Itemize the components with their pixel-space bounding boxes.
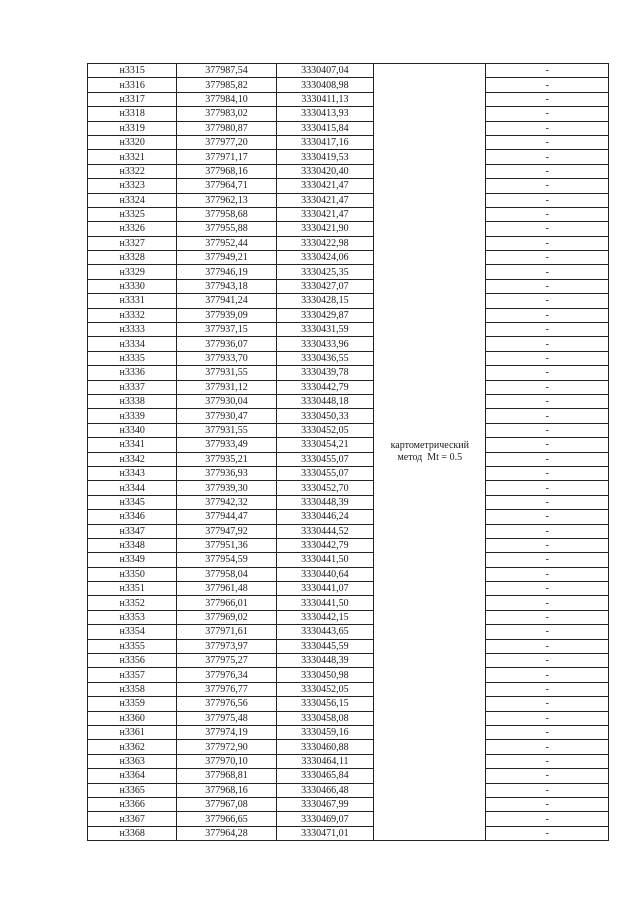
x-coordinate-cell: 377955,88: [177, 222, 276, 236]
table-row: [88, 524, 609, 538]
table-row: [88, 769, 609, 783]
table-row: [88, 409, 609, 423]
error-cell: -: [486, 179, 609, 193]
y-coordinate-cell: 3330421,47: [276, 179, 373, 193]
error-cell: -: [486, 207, 609, 221]
y-coordinate-cell: 3330455,07: [276, 452, 373, 466]
y-coordinate-cell: 3330413,93: [276, 107, 373, 121]
point-id-cell: н3335: [88, 351, 177, 365]
table-row: [88, 481, 609, 495]
x-coordinate-cell: 377969,02: [177, 610, 276, 624]
point-id-cell: н3333: [88, 323, 177, 337]
table-row: [88, 553, 609, 567]
x-coordinate-cell: 377937,15: [177, 323, 276, 337]
y-coordinate-cell: 3330431,59: [276, 323, 373, 337]
point-id-cell: н3342: [88, 452, 177, 466]
table-row: [88, 682, 609, 696]
point-id-cell: н3352: [88, 596, 177, 610]
error-cell: -: [486, 481, 609, 495]
error-cell: -: [486, 121, 609, 135]
y-coordinate-cell: 3330442,15: [276, 610, 373, 624]
y-coordinate-cell: 3330469,07: [276, 812, 373, 826]
y-coordinate-cell: 3330450,98: [276, 668, 373, 682]
x-coordinate-cell: 377931,55: [177, 366, 276, 380]
y-coordinate-cell: 3330441,50: [276, 596, 373, 610]
table-row: [88, 179, 609, 193]
table-row: [88, 625, 609, 639]
table-row: [88, 438, 609, 452]
y-coordinate-cell: 3330445,59: [276, 639, 373, 653]
y-coordinate-cell: 3330467,99: [276, 797, 373, 811]
table-row: [88, 538, 609, 552]
error-cell: -: [486, 135, 609, 149]
y-coordinate-cell: 3330425,35: [276, 265, 373, 279]
x-coordinate-cell: 377976,56: [177, 697, 276, 711]
y-coordinate-cell: 3330442,79: [276, 538, 373, 552]
table-row: [88, 150, 609, 164]
error-cell: -: [486, 351, 609, 365]
point-id-cell: н3351: [88, 582, 177, 596]
coordinates-table: [87, 63, 609, 841]
x-coordinate-cell: 377952,44: [177, 236, 276, 250]
x-coordinate-cell: 377931,55: [177, 423, 276, 437]
table-row: [88, 337, 609, 351]
error-cell: -: [486, 366, 609, 380]
y-coordinate-cell: 3330421,90: [276, 222, 373, 236]
point-id-cell: н3328: [88, 251, 177, 265]
x-coordinate-cell: 377954,59: [177, 553, 276, 567]
point-id-cell: н3368: [88, 826, 177, 840]
y-coordinate-cell: 3330441,07: [276, 582, 373, 596]
table-row: [88, 251, 609, 265]
x-coordinate-cell: 377946,19: [177, 265, 276, 279]
table-row: [88, 265, 609, 279]
error-cell: -: [486, 639, 609, 653]
error-cell: -: [486, 380, 609, 394]
table-row: [88, 236, 609, 250]
error-cell: -: [486, 466, 609, 480]
error-cell: -: [486, 682, 609, 696]
error-cell: -: [486, 294, 609, 308]
x-coordinate-cell: 377949,21: [177, 251, 276, 265]
y-coordinate-cell: 3330448,18: [276, 394, 373, 408]
y-coordinate-cell: 3330455,07: [276, 466, 373, 480]
x-coordinate-cell: 377931,12: [177, 380, 276, 394]
point-id-cell: н3331: [88, 294, 177, 308]
method-line-1: картометрический: [390, 440, 469, 452]
point-id-cell: н3326: [88, 222, 177, 236]
x-coordinate-cell: 377983,02: [177, 107, 276, 121]
error-cell: -: [486, 92, 609, 106]
x-coordinate-cell: 377970,10: [177, 754, 276, 768]
error-cell: -: [486, 438, 609, 452]
x-coordinate-cell: 377933,49: [177, 438, 276, 452]
table-row: [88, 294, 609, 308]
x-coordinate-cell: 377985,82: [177, 78, 276, 92]
table-row: [88, 323, 609, 337]
y-coordinate-cell: 3330454,21: [276, 438, 373, 452]
table-row: [88, 582, 609, 596]
table-row: [88, 351, 609, 365]
point-id-cell: н3317: [88, 92, 177, 106]
x-coordinate-cell: 377974,19: [177, 725, 276, 739]
y-coordinate-cell: 3330411,13: [276, 92, 373, 106]
table-row: [88, 466, 609, 480]
y-coordinate-cell: 3330424,06: [276, 251, 373, 265]
y-coordinate-cell: 3330429,87: [276, 308, 373, 322]
table-row: [88, 668, 609, 682]
point-id-cell: н3359: [88, 697, 177, 711]
point-id-cell: н3332: [88, 308, 177, 322]
x-coordinate-cell: 377930,47: [177, 409, 276, 423]
x-coordinate-cell: 377975,48: [177, 711, 276, 725]
error-cell: -: [486, 654, 609, 668]
x-coordinate-cell: 377958,68: [177, 207, 276, 221]
table-row: [88, 121, 609, 135]
y-coordinate-cell: 3330439,78: [276, 366, 373, 380]
table-body: [88, 64, 609, 841]
error-cell: -: [486, 582, 609, 596]
y-coordinate-cell: 3330448,39: [276, 654, 373, 668]
point-id-cell: н3357: [88, 668, 177, 682]
y-coordinate-cell: 3330422,98: [276, 236, 373, 250]
error-cell: -: [486, 394, 609, 408]
x-coordinate-cell: 377961,48: [177, 582, 276, 596]
x-coordinate-cell: 377951,36: [177, 538, 276, 552]
error-cell: -: [486, 409, 609, 423]
point-id-cell: н3356: [88, 654, 177, 668]
y-coordinate-cell: 3330450,33: [276, 409, 373, 423]
point-id-cell: н3330: [88, 279, 177, 293]
x-coordinate-cell: 377944,47: [177, 510, 276, 524]
error-cell: -: [486, 164, 609, 178]
y-coordinate-cell: 3330446,24: [276, 510, 373, 524]
x-coordinate-cell: 377975,27: [177, 654, 276, 668]
point-id-cell: н3347: [88, 524, 177, 538]
error-cell: -: [486, 236, 609, 250]
y-coordinate-cell: 3330448,39: [276, 495, 373, 509]
x-coordinate-cell: 377968,16: [177, 783, 276, 797]
y-coordinate-cell: 3330460,88: [276, 740, 373, 754]
y-coordinate-cell: 3330419,53: [276, 150, 373, 164]
x-coordinate-cell: 377936,07: [177, 337, 276, 351]
error-cell: -: [486, 538, 609, 552]
error-cell: -: [486, 78, 609, 92]
y-coordinate-cell: 3330440,64: [276, 567, 373, 581]
y-coordinate-cell: 3330407,04: [276, 64, 373, 78]
x-coordinate-cell: 377939,30: [177, 481, 276, 495]
x-coordinate-cell: 377971,61: [177, 625, 276, 639]
y-coordinate-cell: 3330458,08: [276, 711, 373, 725]
table-row: [88, 812, 609, 826]
point-id-cell: н3360: [88, 711, 177, 725]
point-id-cell: н3329: [88, 265, 177, 279]
point-id-cell: н3355: [88, 639, 177, 653]
x-coordinate-cell: 377972,90: [177, 740, 276, 754]
table-row: [88, 452, 609, 466]
error-cell: -: [486, 279, 609, 293]
point-id-cell: н3354: [88, 625, 177, 639]
y-coordinate-cell: 3330464,11: [276, 754, 373, 768]
error-cell: -: [486, 524, 609, 538]
y-coordinate-cell: 3330465,84: [276, 769, 373, 783]
error-cell: -: [486, 769, 609, 783]
x-coordinate-cell: 377933,70: [177, 351, 276, 365]
table-row: [88, 78, 609, 92]
y-coordinate-cell: 3330459,16: [276, 725, 373, 739]
point-id-cell: н3366: [88, 797, 177, 811]
table-row: [88, 740, 609, 754]
x-coordinate-cell: 377984,10: [177, 92, 276, 106]
error-cell: -: [486, 711, 609, 725]
point-id-cell: н3348: [88, 538, 177, 552]
table-row: [88, 510, 609, 524]
x-coordinate-cell: 377968,16: [177, 164, 276, 178]
point-id-cell: н3350: [88, 567, 177, 581]
y-coordinate-cell: 3330427,07: [276, 279, 373, 293]
y-coordinate-cell: 3330456,15: [276, 697, 373, 711]
point-id-cell: н3338: [88, 394, 177, 408]
table-row: [88, 164, 609, 178]
point-id-cell: н3364: [88, 769, 177, 783]
method-line-2: метод Mt = 0.5: [397, 452, 463, 464]
method-cell: [374, 64, 486, 841]
point-id-cell: н3339: [88, 409, 177, 423]
error-cell: -: [486, 222, 609, 236]
x-coordinate-cell: 377977,20: [177, 135, 276, 149]
point-id-cell: н3363: [88, 754, 177, 768]
point-id-cell: н3319: [88, 121, 177, 135]
point-id-cell: н3324: [88, 193, 177, 207]
error-cell: -: [486, 423, 609, 437]
x-coordinate-cell: 377943,18: [177, 279, 276, 293]
y-coordinate-cell: 3330452,05: [276, 682, 373, 696]
error-cell: -: [486, 610, 609, 624]
y-coordinate-cell: 3330466,48: [276, 783, 373, 797]
error-cell: -: [486, 754, 609, 768]
table-row: [88, 754, 609, 768]
error-cell: -: [486, 265, 609, 279]
point-id-cell: н3353: [88, 610, 177, 624]
y-coordinate-cell: 3330428,15: [276, 294, 373, 308]
error-cell: -: [486, 337, 609, 351]
y-coordinate-cell: 3330417,16: [276, 135, 373, 149]
error-cell: -: [486, 740, 609, 754]
table-row: [88, 92, 609, 106]
y-coordinate-cell: 3330420,40: [276, 164, 373, 178]
table-row: [88, 596, 609, 610]
error-cell: -: [486, 150, 609, 164]
x-coordinate-cell: 377939,09: [177, 308, 276, 322]
y-coordinate-cell: 3330452,05: [276, 423, 373, 437]
error-cell: -: [486, 625, 609, 639]
table-row: [88, 423, 609, 437]
table-row: [88, 193, 609, 207]
point-id-cell: н3327: [88, 236, 177, 250]
point-id-cell: н3321: [88, 150, 177, 164]
table-row: [88, 567, 609, 581]
error-cell: -: [486, 725, 609, 739]
y-coordinate-cell: 3330421,47: [276, 207, 373, 221]
error-cell: -: [486, 826, 609, 840]
x-coordinate-cell: 377958,04: [177, 567, 276, 581]
y-coordinate-cell: 3330442,79: [276, 380, 373, 394]
point-id-cell: н3315: [88, 64, 177, 78]
table-row: [88, 711, 609, 725]
table-row: [88, 207, 609, 221]
point-id-cell: н3344: [88, 481, 177, 495]
error-cell: -: [486, 567, 609, 581]
error-cell: -: [486, 452, 609, 466]
table-row: [88, 135, 609, 149]
error-cell: -: [486, 510, 609, 524]
x-coordinate-cell: 377936,93: [177, 466, 276, 480]
x-coordinate-cell: 377966,65: [177, 812, 276, 826]
table-row: [88, 394, 609, 408]
x-coordinate-cell: 377968,81: [177, 769, 276, 783]
table-row: [88, 380, 609, 394]
point-id-cell: н3323: [88, 179, 177, 193]
y-coordinate-cell: 3330471,01: [276, 826, 373, 840]
x-coordinate-cell: 377942,32: [177, 495, 276, 509]
error-cell: -: [486, 797, 609, 811]
point-id-cell: н3337: [88, 380, 177, 394]
error-cell: -: [486, 64, 609, 78]
x-coordinate-cell: 377987,54: [177, 64, 276, 78]
x-coordinate-cell: 377976,77: [177, 682, 276, 696]
error-cell: -: [486, 668, 609, 682]
table-row: [88, 697, 609, 711]
table-row: [88, 826, 609, 840]
x-coordinate-cell: 377947,92: [177, 524, 276, 538]
error-cell: -: [486, 697, 609, 711]
x-coordinate-cell: 377930,04: [177, 394, 276, 408]
y-coordinate-cell: 3330421,47: [276, 193, 373, 207]
point-id-cell: н3316: [88, 78, 177, 92]
x-coordinate-cell: 377967,08: [177, 797, 276, 811]
error-cell: -: [486, 308, 609, 322]
point-id-cell: н3343: [88, 466, 177, 480]
error-cell: -: [486, 495, 609, 509]
point-id-cell: н3322: [88, 164, 177, 178]
y-coordinate-cell: 3330443,65: [276, 625, 373, 639]
table-row: [88, 654, 609, 668]
error-cell: -: [486, 323, 609, 337]
point-id-cell: н3341: [88, 438, 177, 452]
x-coordinate-cell: 377966,01: [177, 596, 276, 610]
error-cell: -: [486, 251, 609, 265]
error-cell: -: [486, 107, 609, 121]
table-row: [88, 639, 609, 653]
point-id-cell: н3361: [88, 725, 177, 739]
x-coordinate-cell: 377971,17: [177, 150, 276, 164]
point-id-cell: н3367: [88, 812, 177, 826]
error-cell: -: [486, 193, 609, 207]
point-id-cell: н3345: [88, 495, 177, 509]
point-id-cell: н3336: [88, 366, 177, 380]
table-row: [88, 783, 609, 797]
table-row: [88, 366, 609, 380]
point-id-cell: н3346: [88, 510, 177, 524]
error-cell: -: [486, 812, 609, 826]
x-coordinate-cell: 377980,87: [177, 121, 276, 135]
y-coordinate-cell: 3330433,96: [276, 337, 373, 351]
x-coordinate-cell: 377976,34: [177, 668, 276, 682]
y-coordinate-cell: 3330408,98: [276, 78, 373, 92]
x-coordinate-cell: 377962,13: [177, 193, 276, 207]
error-cell: -: [486, 783, 609, 797]
y-coordinate-cell: 3330415,84: [276, 121, 373, 135]
point-id-cell: н3365: [88, 783, 177, 797]
table-row: [88, 107, 609, 121]
point-id-cell: н3318: [88, 107, 177, 121]
y-coordinate-cell: 3330452,70: [276, 481, 373, 495]
y-coordinate-cell: 3330444,52: [276, 524, 373, 538]
x-coordinate-cell: 377935,21: [177, 452, 276, 466]
table-row: [88, 797, 609, 811]
table-row: [88, 279, 609, 293]
y-coordinate-cell: 3330441,50: [276, 553, 373, 567]
point-id-cell: н3362: [88, 740, 177, 754]
x-coordinate-cell: 377941,24: [177, 294, 276, 308]
table-row: [88, 725, 609, 739]
point-id-cell: н3325: [88, 207, 177, 221]
point-id-cell: н3349: [88, 553, 177, 567]
error-cell: -: [486, 553, 609, 567]
table-row: [88, 495, 609, 509]
table-row: [88, 308, 609, 322]
table-row: [88, 222, 609, 236]
table-row: [88, 610, 609, 624]
x-coordinate-cell: 377973,97: [177, 639, 276, 653]
point-id-cell: н3340: [88, 423, 177, 437]
table-row: [88, 64, 609, 78]
point-id-cell: н3334: [88, 337, 177, 351]
x-coordinate-cell: 377964,28: [177, 826, 276, 840]
x-coordinate-cell: 377964,71: [177, 179, 276, 193]
point-id-cell: н3358: [88, 682, 177, 696]
y-coordinate-cell: 3330436,55: [276, 351, 373, 365]
point-id-cell: н3320: [88, 135, 177, 149]
error-cell: -: [486, 596, 609, 610]
